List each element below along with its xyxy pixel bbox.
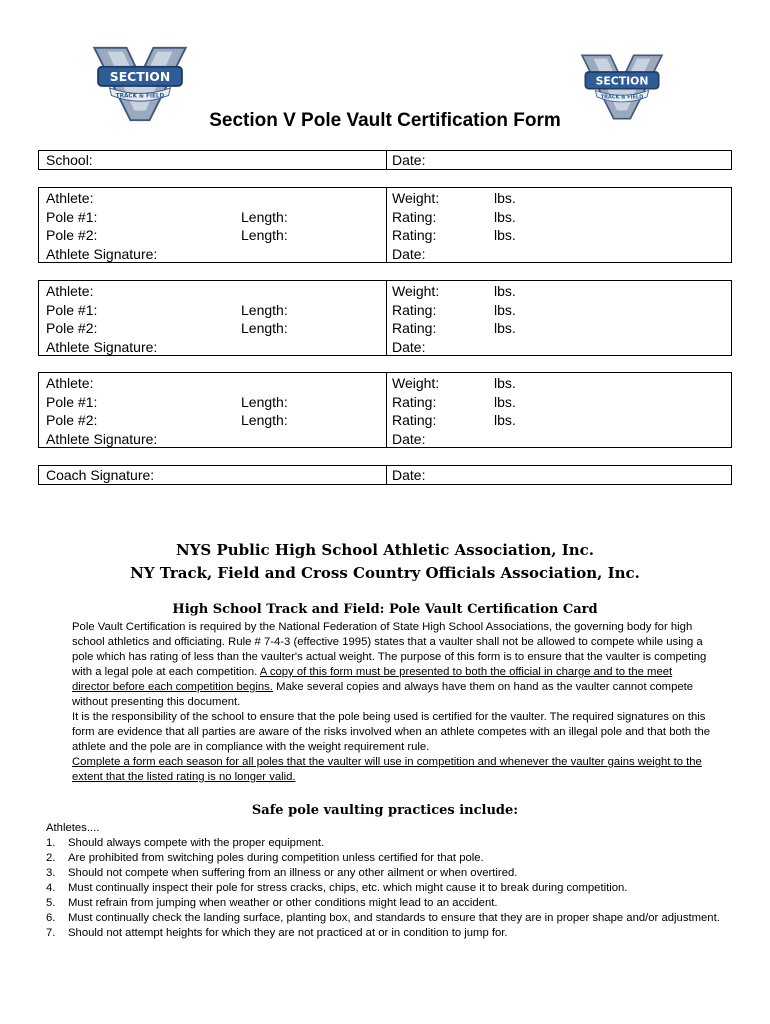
list-number: 7.: [46, 927, 56, 939]
list-number: 3.: [46, 867, 56, 879]
pole2-field[interactable]: Pole #2:: [46, 412, 98, 428]
paragraph-2: It is the responsibility of the school to ensure that the pole being used is certified for the vaulter. The required signatures on this form are evidence that all parties are aware of the risks involved when an athlete competes with an illegal pole and that both the athlete and the pole are in compliance with the weight requirement rule.: [72, 711, 711, 753]
rating-unit: lbs.: [494, 320, 516, 336]
weight-field[interactable]: Weight:: [392, 375, 440, 391]
pole1-field[interactable]: Pole #1:: [46, 301, 98, 318]
athlete-date-field[interactable]: Date:: [392, 245, 426, 262]
list-text: Should not attempt heights for which they are not practiced at or in condition to jump for.: [68, 927, 508, 939]
pole1-rating-field[interactable]: Rating:: [392, 393, 437, 410]
logo-track-field-text: TRACK & FIELD: [115, 93, 165, 100]
list-number: 6.: [46, 912, 56, 924]
athlete-field[interactable]: Athlete:: [46, 375, 94, 391]
paragraph-1: [72, 620, 712, 710]
weight-unit: lbs.: [494, 375, 516, 391]
pole2-field[interactable]: Pole #2:: [46, 320, 98, 336]
school-row: [38, 150, 732, 170]
weight-field[interactable]: Weight:: [392, 190, 440, 206]
athlete-field[interactable]: Athlete:: [46, 283, 94, 299]
list-number: 2.: [46, 852, 56, 864]
paragraph-1-underlined: A copy of this form must be presented to both the official in charge and to the meet director before each competition begins.: [72, 666, 673, 693]
athlete-signature-field[interactable]: Athlete Signature:: [46, 245, 158, 262]
rating-unit: lbs.: [494, 412, 516, 428]
pole1-length-field[interactable]: Length:: [241, 301, 288, 318]
logo-track-field-text: TRACK & FIELD: [600, 94, 644, 101]
athlete-date-field[interactable]: Date:: [392, 430, 426, 447]
practices-title: Safe pole vaulting practices include:: [251, 803, 519, 818]
paragraph-1-text: Pole Vault Certification is required by the National Federation of State High School Associations, the governing body for high school athletics and officiating. Rule # 7-4-3 (effective 1995) states that a vaulter shall not be allowed to compete while using a pole which has rating of less than the vaulter's actual weight. The purpose of this form is to ensure that the vaulter is competing with a legal pole at each competition.: [72, 621, 707, 678]
list-item: [46, 896, 726, 911]
list-text: Are prohibited from switching poles during competition unless certified for that pole.: [68, 852, 484, 864]
pole1-rating-field[interactable]: Rating:: [392, 301, 437, 318]
list-item: [46, 866, 726, 881]
athlete-block-2: [38, 280, 732, 356]
athlete-block-1: [38, 187, 732, 263]
rating-unit: lbs.: [494, 208, 516, 225]
list-item: [46, 836, 726, 851]
practices-intro: Athletes....: [46, 822, 100, 834]
athlete-signature-field[interactable]: Athlete Signature:: [46, 338, 158, 355]
list-text: Should not compete when suffering from an illness or any other ailment or when overtired.: [68, 867, 518, 879]
card-title: High School Track and Field: Pole Vault Certification Card: [172, 602, 598, 617]
pole2-field[interactable]: Pole #2:: [46, 227, 98, 243]
pole1-length-field[interactable]: Length:: [241, 208, 288, 225]
coach-signature-field[interactable]: Coach Signature:: [46, 467, 155, 483]
paragraph-1-text-end: Make several copies and always have them on hand as the vaulter cannot compete without presenting this document.: [72, 681, 694, 708]
coach-date-field[interactable]: Date:: [392, 467, 426, 483]
form-title: Section V Pole Vault Certification Form: [209, 110, 561, 131]
list-item: [46, 851, 726, 866]
org-name-nysphsaa: NYS Public High School Athletic Association, Inc.: [176, 541, 594, 559]
list-text: Must continually check the landing surface, planting box, and standards to ensure that they are in proper shape and/or adjustment.: [68, 912, 720, 924]
pole1-field[interactable]: Pole #1:: [46, 393, 98, 410]
pole2-length-field[interactable]: Length:: [241, 412, 288, 428]
rating-unit: lbs.: [494, 301, 516, 318]
certification-text: [72, 620, 712, 785]
practices-list: [46, 821, 726, 941]
coach-row: [38, 465, 732, 485]
list-item: [46, 926, 726, 941]
pole2-rating-field[interactable]: Rating:: [392, 412, 437, 428]
list-number: 4.: [46, 882, 56, 894]
list-text: Must continually inspect their pole for stress cracks, chips, etc. which might cause it to break during competition.: [68, 882, 628, 894]
pole1-rating-field[interactable]: Rating:: [392, 208, 437, 225]
pole2-length-field[interactable]: Length:: [241, 227, 288, 243]
school-field[interactable]: School:: [46, 152, 93, 168]
list-item: [46, 911, 726, 926]
list-text: Should always compete with the proper equipment.: [68, 837, 325, 849]
rating-unit: lbs.: [494, 227, 516, 243]
weight-unit: lbs.: [494, 283, 516, 299]
logo-section-text: SECTION: [595, 74, 649, 88]
athlete-signature-field[interactable]: Athlete Signature:: [46, 430, 158, 447]
pole1-length-field[interactable]: Length:: [241, 393, 288, 410]
pole2-length-field[interactable]: Length:: [241, 320, 288, 336]
weight-unit: lbs.: [494, 190, 516, 206]
athlete-field[interactable]: Athlete:: [46, 190, 94, 206]
pole2-rating-field[interactable]: Rating:: [392, 320, 437, 336]
logo-section-text: SECTION: [109, 70, 171, 85]
list-number: 1.: [46, 837, 56, 849]
rating-unit: lbs.: [494, 393, 516, 410]
pole1-field[interactable]: Pole #1:: [46, 208, 98, 225]
weight-field[interactable]: Weight:: [392, 283, 440, 299]
list-item: [46, 881, 726, 896]
list-text: Must refrain from jumping when weather or other conditions might lead to an accident.: [68, 897, 498, 909]
athlete-block-3: [38, 372, 732, 448]
school-date-field[interactable]: Date:: [392, 152, 426, 168]
pole2-rating-field[interactable]: Rating:: [392, 227, 437, 243]
paragraph-3-underlined: Complete a form each season for all poles that the vaulter will use in competition and whenever the vaulter gains weight to the extent that the listed rating is no longer valid.: [72, 756, 702, 783]
list-number: 5.: [46, 897, 56, 909]
athlete-date-field[interactable]: Date:: [392, 338, 426, 355]
org-name-officials: NY Track, Field and Cross Country Officials Association, Inc.: [130, 564, 640, 582]
